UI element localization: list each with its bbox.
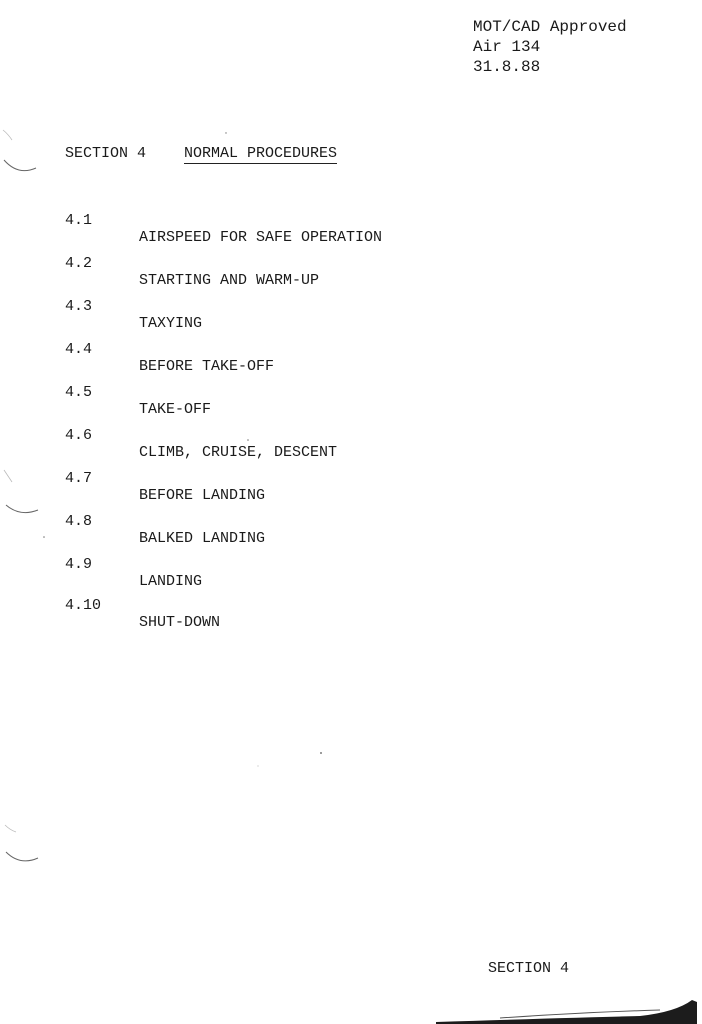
- scan-speck: [258, 766, 259, 767]
- binder-hole-mark: [6, 505, 38, 513]
- contents-item-number: 4.1: [65, 212, 93, 229]
- contents-item-title: TAKE-OFF: [139, 401, 212, 418]
- binder-hole-mark: [5, 825, 16, 832]
- contents-item-title: CLIMB, CRUISE, DESCENT: [139, 444, 338, 461]
- scan-edge-smear: [436, 1000, 697, 1024]
- contents-item-title: BEFORE TAKE-OFF: [139, 358, 275, 375]
- contents-item: [65, 496, 266, 547]
- contents-item-number: 4.9: [65, 556, 93, 573]
- scan-speck: [43, 536, 45, 538]
- contents-item-number: 4.10: [65, 597, 102, 614]
- scan-speck: [247, 439, 249, 441]
- contents-item-number: 4.8: [65, 513, 93, 530]
- section-label: SECTION 4: [65, 145, 147, 162]
- contents-item: [65, 410, 338, 461]
- contents-item-number: 4.4: [65, 341, 93, 358]
- binder-hole-mark: [6, 852, 38, 861]
- contents-item-title: SHUT-DOWN: [139, 614, 221, 631]
- contents-item-number: 4.2: [65, 255, 93, 272]
- approval-line-reference: Air 134: [473, 38, 541, 56]
- section-title: NORMAL PROCEDURES: [184, 145, 338, 162]
- contents-item-title: AIRSPEED FOR SAFE OPERATION: [139, 229, 383, 246]
- contents-item-title: STARTING AND WARM-UP: [139, 272, 320, 289]
- contents-item-title: BALKED LANDING: [139, 530, 266, 547]
- contents-item: [65, 281, 203, 332]
- contents-item: [65, 238, 320, 289]
- approval-line-authority: MOT/CAD Approved: [473, 18, 627, 36]
- contents-item-number: 4.7: [65, 470, 93, 487]
- scan-speck: [225, 132, 226, 133]
- contents-item: [65, 195, 383, 246]
- contents-item: [65, 367, 212, 418]
- page-footer: [488, 960, 569, 977]
- footer-section-label: SECTION 4: [488, 960, 570, 977]
- binder-hole-mark: [3, 130, 12, 140]
- contents-item-number: 4.3: [65, 298, 93, 315]
- section-heading: [65, 145, 337, 162]
- binder-hole-mark: [4, 470, 12, 482]
- approval-line-date: 31.8.88: [473, 58, 541, 76]
- binder-hole-mark: [4, 160, 36, 171]
- contents-item-number: 4.6: [65, 427, 93, 444]
- scan-speck: [320, 752, 322, 754]
- contents-item-title: BEFORE LANDING: [139, 487, 266, 504]
- contents-item-title: LANDING: [139, 573, 203, 590]
- contents-item-title: TAXYING: [139, 315, 203, 332]
- contents-item-number: 4.5: [65, 384, 93, 401]
- scan-edge-smear: [500, 1010, 660, 1018]
- contents-item: [65, 539, 203, 590]
- approval-block: [473, 17, 627, 77]
- contents-item: [65, 453, 266, 504]
- contents-item: [65, 324, 275, 375]
